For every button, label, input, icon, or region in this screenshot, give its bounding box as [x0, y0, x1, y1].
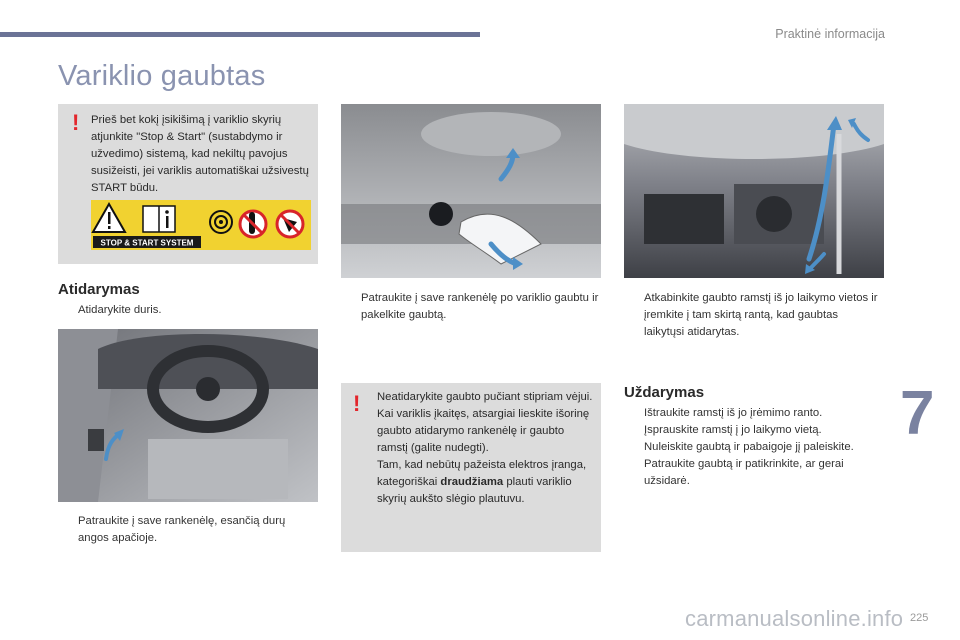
closing-step-4: [624, 456, 879, 490]
opening-step-3: [341, 290, 601, 324]
closing-step-1-text: Ištraukite ramstį iš jo įrėmimo ranto.: [644, 407, 823, 419]
warning-icon: !: [353, 391, 361, 416]
hood-safety-warning-text: [377, 389, 597, 508]
pictogram-icons: [91, 200, 311, 250]
no-water-icon: [277, 211, 303, 237]
opening-step-3-text: Patraukite į save rankenėlę po variklio gaubtu ir pakelkite gaubtą.: [361, 292, 599, 321]
closing-step-3-text: Nuleiskite gaubtą ir pabaigoje jį paleiskite.: [644, 441, 854, 453]
photo-cabin-release-lever: [58, 329, 318, 502]
closing-step-1: [624, 405, 879, 422]
watermark: carmanualsonline.info: [685, 606, 904, 631]
photo-hood-lever: [341, 104, 601, 278]
fan-belt-icon: [210, 211, 232, 233]
page-title: Variklio gaubtas: [58, 60, 266, 92]
warning-line-3-post: plauti variklio skyrių aukšto slėgio plautuvu.: [377, 476, 572, 505]
closing-heading: Uždarymas: [624, 384, 705, 401]
hood-safety-warning: [341, 383, 601, 552]
opening-step-1: [58, 302, 318, 319]
opening-heading: Atidarymas: [58, 281, 140, 298]
stop-start-pictogram-strip: [91, 200, 311, 250]
closing-step-3: [624, 439, 879, 456]
closing-step-4-text: Patraukite gaubtą ir patikrinkite, ar gerai užsidarė.: [644, 458, 844, 487]
no-hands-icon: [240, 211, 266, 237]
closing-step-2: [624, 422, 879, 439]
section-header: Praktinė informacija: [775, 27, 885, 41]
chapter-number: 7: [900, 379, 935, 448]
header-bar: [0, 32, 480, 37]
warning-triangle-icon: [93, 204, 125, 232]
opening-step-1-text: Atidarykite duris.: [78, 304, 162, 316]
opening-step-2: [58, 513, 318, 547]
warning-line-2: Kai variklis įkaitęs, atsargiai lieskite išorinę gaubto atidarymo rankenėlę ir gaubto ramstį (galite nudegti).: [377, 408, 590, 454]
opening-step-2-text: Patraukite į save rankenėlę, esančią durų angos apačioje.: [78, 515, 286, 544]
warning-line-1: Neatidarykite gaubto pučiant stipriam vėjui.: [377, 391, 593, 403]
stop-start-warning-text: Prieš bet kokį įsikišimą į variklio skyrių atjunkite "Stop & Start" (sustabdymo ir užvedimo) sistemą, kad nekiltų pavojus susižeisti, jei variklis automatiškai užsivestų START būdu.: [91, 114, 309, 194]
manual-book-icon: [143, 206, 175, 232]
warning-icon: !: [72, 110, 80, 135]
photo-engine-bay-prop-rod: [624, 104, 884, 278]
page-number: 225: [910, 612, 929, 624]
closing-step-2-text: Įsprauskite ramstį į jo laikymo vietą.: [644, 424, 822, 436]
opening-step-4: [624, 290, 879, 341]
warning-line-3-pre: Tam, kad nebūtų pažeista elektros įranga, kategoriškai: [377, 459, 587, 488]
stop-start-label: STOP & START SYSTEM: [100, 238, 194, 248]
warning-line-3-bold: draudžiama: [440, 476, 504, 488]
opening-step-4-text: Atkabinkite gaubto ramstį iš jo laikymo vietos ir įremkite į tam skirtą rantą, kad gaubtas laikytųsi atidarytas.: [644, 292, 878, 338]
